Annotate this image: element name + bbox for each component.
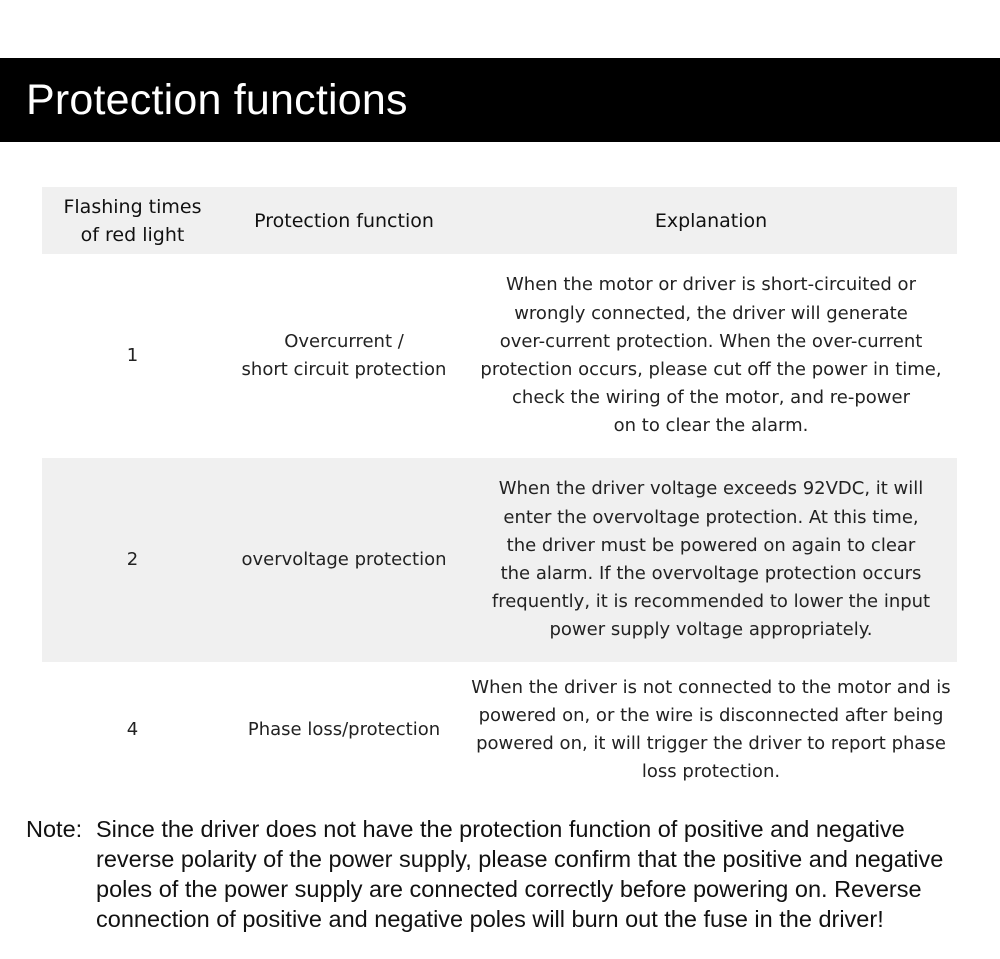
flash-count: 2 [126, 548, 139, 570]
protection-function: overvoltage protection [241, 548, 447, 570]
table-header-row [42, 187, 957, 254]
explanation: When the driver is not connected to the motor and is powered on, or the wire is disconnected after being powered on, it will trigger the driver to report phase loss protection. [471, 676, 951, 783]
flash-count: 1 [126, 344, 139, 366]
section-title: Protection functions [26, 76, 408, 124]
table-row [42, 458, 957, 662]
section-banner [0, 58, 1000, 142]
protection-function: Overcurrent / short circuit protection [241, 330, 447, 380]
protection-table [42, 187, 957, 798]
header-protection-function: Protection function [254, 209, 434, 232]
flash-count: 4 [126, 718, 139, 740]
explanation: When the motor or driver is short-circuited or wrongly connected, the driver will generate over-current protection. When the over-current protection occurs, please cut off the power in time, check the wiring of the motor, and re-power on to clear the alarm. [480, 274, 942, 437]
note-label: Note: [26, 816, 83, 842]
note-text: Since the driver does not have the protection function of positive and negative reverse polarity of the power supply, please confirm that the positive and negative poles of the power supply are connected correctly before powering on. Reverse connection of positive and negative poles will burn out the fuse in the driver! [96, 816, 944, 932]
header-explanation: Explanation [654, 209, 768, 232]
table-row [42, 254, 957, 458]
table-row [42, 662, 957, 798]
explanation: When the driver voltage exceeds 92VDC, it will enter the overvoltage protection. At this time, the driver must be powered on again to clear the alarm. If the overvoltage protection occurs frequently, it is recommended to lower the input power supply voltage appropriately. [491, 478, 931, 641]
header-flashing-times: Flashing times of red light [63, 195, 202, 246]
protection-function: Phase loss/protection [247, 718, 441, 740]
